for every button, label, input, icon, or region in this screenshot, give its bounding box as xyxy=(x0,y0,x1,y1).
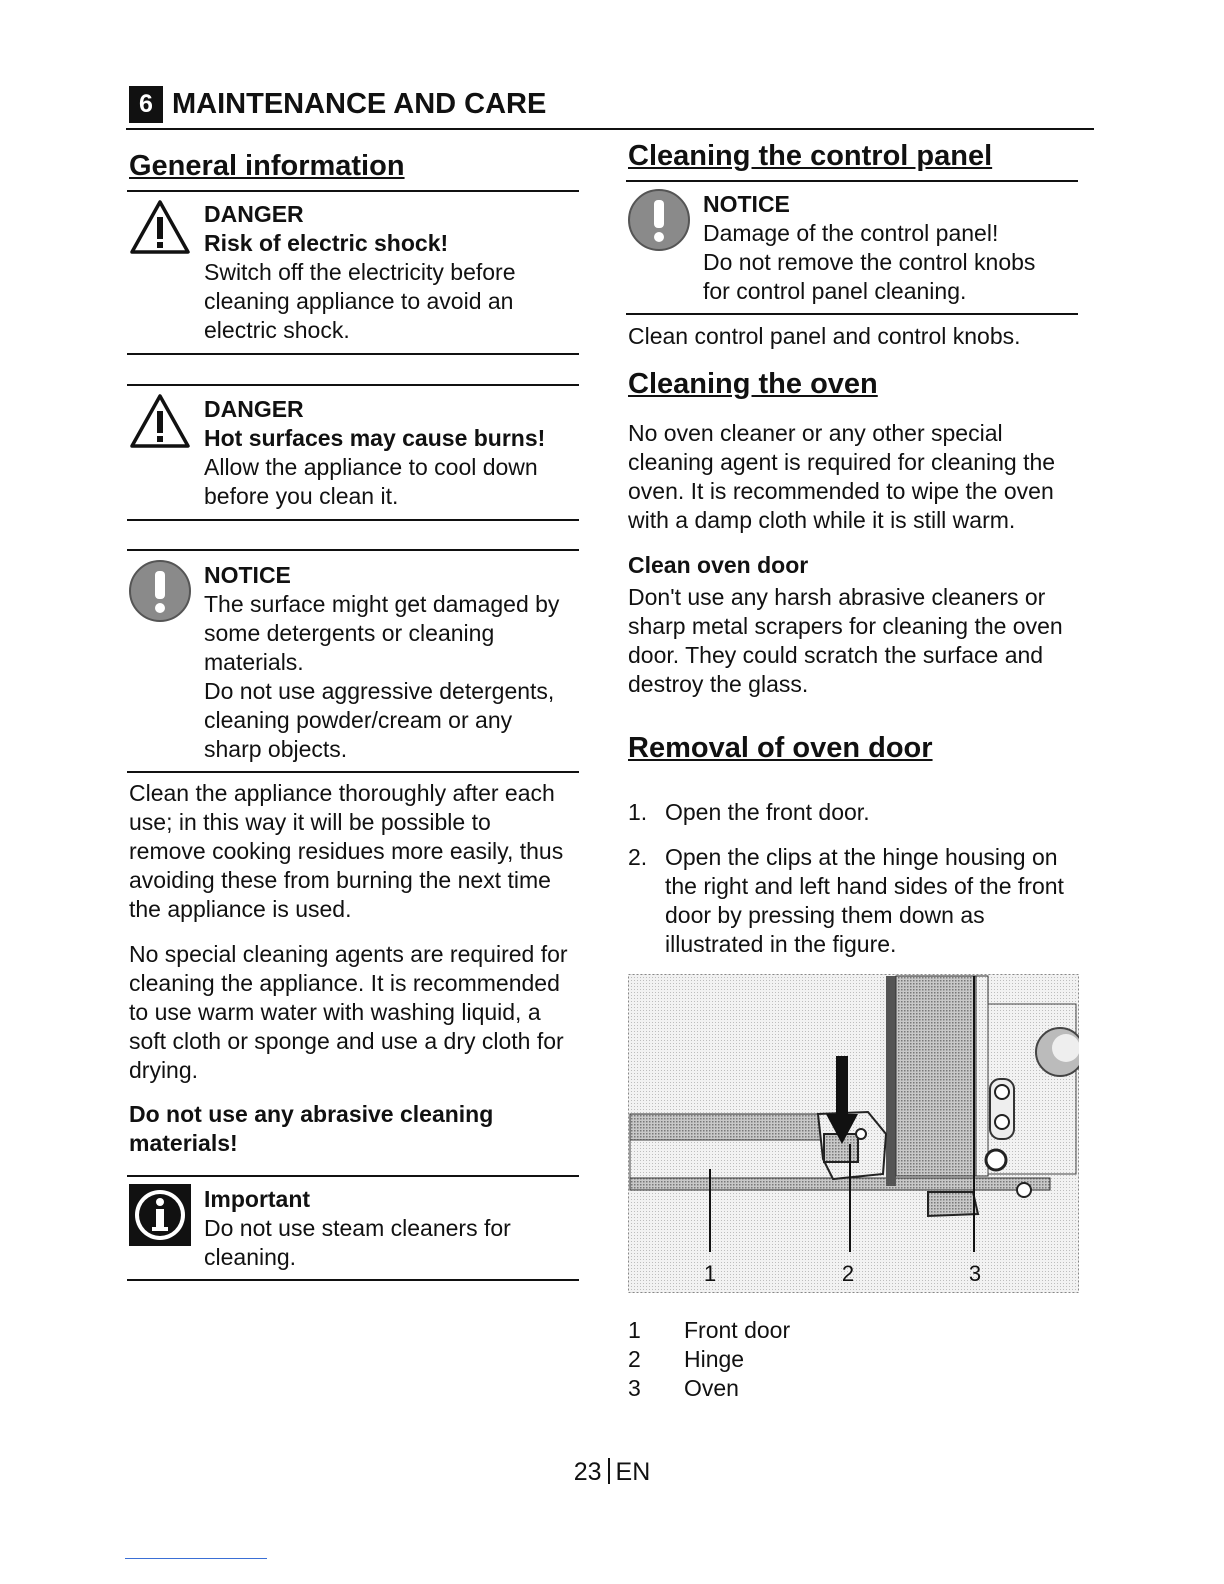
text-line: to use warm water with washing liquid, a xyxy=(129,999,541,1025)
text-line: destroy the glass. xyxy=(628,671,809,697)
important-line: Do not use steam cleaners for xyxy=(204,1215,511,1241)
text-line: materials! xyxy=(129,1130,238,1156)
cleaning-control-panel-heading: Cleaning the control panel xyxy=(628,140,993,172)
danger-line: Allow the appliance to cool down xyxy=(204,454,538,480)
removal-oven-door-heading: Removal of oven door xyxy=(628,732,933,764)
rule xyxy=(127,190,579,192)
important-box xyxy=(204,1185,511,1272)
notice-line: for control panel cleaning. xyxy=(703,278,967,304)
door-hinge-figure xyxy=(628,974,1079,1293)
danger-line: cleaning appliance to avoid an xyxy=(204,288,514,314)
notice-title: NOTICE xyxy=(703,191,790,217)
bottom-line xyxy=(125,1558,267,1559)
notice-line: materials. xyxy=(204,649,304,675)
step-item xyxy=(628,843,1088,959)
rule xyxy=(127,549,579,551)
danger-electric-box xyxy=(204,200,516,345)
text-line: cleaning agent is required for cleaning the xyxy=(628,449,1056,475)
section-number: 6 xyxy=(129,86,163,123)
danger-title: DANGER xyxy=(204,201,304,227)
notice-line: sharp objects. xyxy=(204,736,348,762)
danger-title: DANGER xyxy=(204,396,304,422)
text-line: sharp metal scrapers for cleaning the oven xyxy=(628,613,1063,639)
step-line: the right and left hand sides of the front xyxy=(665,873,1064,899)
text-line: Clean the appliance thoroughly after each xyxy=(129,780,555,806)
important-title: Important xyxy=(204,1186,311,1212)
text-line: door. They could scratch the surface and xyxy=(628,642,1044,668)
notice-line: The surface might get damaged by xyxy=(204,591,560,617)
notice-line: Do not remove the control knobs xyxy=(703,249,1036,275)
danger-line: before you clean it. xyxy=(204,483,399,509)
cleaning-paragraph-2 xyxy=(129,940,568,1085)
abrasive-warning xyxy=(129,1100,493,1158)
legend-key: 1 xyxy=(628,1317,641,1343)
notice-line: some detergents or cleaning xyxy=(204,620,495,646)
cleaning-oven-heading: Cleaning the oven xyxy=(628,368,878,400)
language-code: EN xyxy=(615,1458,651,1486)
step-line: illustrated in the figure. xyxy=(665,931,897,957)
text-line: remove cooking residues more easily, thus xyxy=(129,838,564,864)
notice-title: NOTICE xyxy=(204,562,291,588)
oven-door-paragraph xyxy=(628,583,1063,699)
step-line: Open the clips at the hinge housing on xyxy=(665,844,1058,870)
notice-line: Damage of the control panel! xyxy=(703,220,999,246)
text-line: drying. xyxy=(129,1057,199,1083)
legend-value: Front door xyxy=(684,1317,791,1343)
text-line: Do not use any abrasive cleaning xyxy=(129,1101,494,1127)
header-rule xyxy=(126,128,1094,130)
figure-label: 1 xyxy=(703,1261,717,1286)
important-line: cleaning. xyxy=(204,1244,297,1270)
general-information-heading: General information xyxy=(129,150,405,182)
step-number: 2. xyxy=(628,844,648,870)
figure-label: 2 xyxy=(841,1261,855,1286)
rule xyxy=(626,180,1078,182)
legend-key: 2 xyxy=(628,1346,641,1372)
info-icon xyxy=(129,1184,191,1246)
rule xyxy=(127,353,579,355)
step-item xyxy=(628,798,1088,827)
legend-key: 3 xyxy=(628,1375,641,1401)
text-line: use; in this way it will be possible to xyxy=(129,809,491,835)
step-line: door by pressing them down as xyxy=(665,902,985,928)
notice-line: cleaning powder/cream or any xyxy=(204,707,513,733)
text-line: avoiding these from burning the next time xyxy=(129,867,551,893)
rule xyxy=(127,771,579,773)
text-line: the appliance is used. xyxy=(129,896,352,922)
warning-triangle-icon xyxy=(129,199,191,255)
text-line: cleaning the appliance. It is recommended xyxy=(129,970,560,996)
rule xyxy=(127,1279,579,1281)
legend-value: Hinge xyxy=(684,1346,745,1372)
warning-triangle-icon xyxy=(129,393,191,449)
text-line: soft cloth or sponge and use a dry cloth for xyxy=(129,1028,564,1054)
step-line: Open the front door. xyxy=(665,799,870,825)
text-line: No special cleaning agents are required for xyxy=(129,941,568,967)
danger-subtitle: Risk of electric shock! xyxy=(204,230,449,256)
legend-value: Oven xyxy=(684,1375,739,1401)
notice-control-panel-box xyxy=(703,190,1035,306)
notice-exclamation-icon xyxy=(128,559,192,623)
danger-subtitle: Hot surfaces may cause burns! xyxy=(204,425,546,451)
removal-steps xyxy=(628,798,1088,959)
danger-burns-box xyxy=(204,395,545,511)
step-number: 1. xyxy=(628,799,648,825)
notice-line: Do not use aggressive detergents, xyxy=(204,678,555,704)
footer-separator xyxy=(608,1458,610,1484)
rule xyxy=(127,519,579,521)
page-footer xyxy=(0,1458,1224,1487)
oven-paragraph xyxy=(628,419,1055,535)
notice-surface-box xyxy=(204,561,559,764)
section-title: MAINTENANCE AND CARE xyxy=(172,88,547,120)
page-number: 23 xyxy=(573,1458,602,1486)
rule xyxy=(626,313,1078,315)
rule xyxy=(127,1175,579,1177)
clean-oven-door-subheading: Clean oven door xyxy=(628,552,809,578)
danger-line: electric shock. xyxy=(204,317,350,343)
text-line: with a damp cloth while it is still warm. xyxy=(628,507,1016,533)
text-line: oven. It is recommended to wipe the oven xyxy=(628,478,1054,504)
text-line: Don't use any harsh abrasive cleaners or xyxy=(628,584,1046,610)
notice-exclamation-icon xyxy=(627,188,691,252)
text-line: No oven cleaner or any other special xyxy=(628,420,1003,446)
cleaning-paragraph-1 xyxy=(129,779,563,924)
figure-label: 3 xyxy=(968,1261,982,1286)
rule xyxy=(127,384,579,386)
control-panel-text: Clean control panel and control knobs. xyxy=(628,323,1021,349)
danger-line: Switch off the electricity before xyxy=(204,259,516,285)
